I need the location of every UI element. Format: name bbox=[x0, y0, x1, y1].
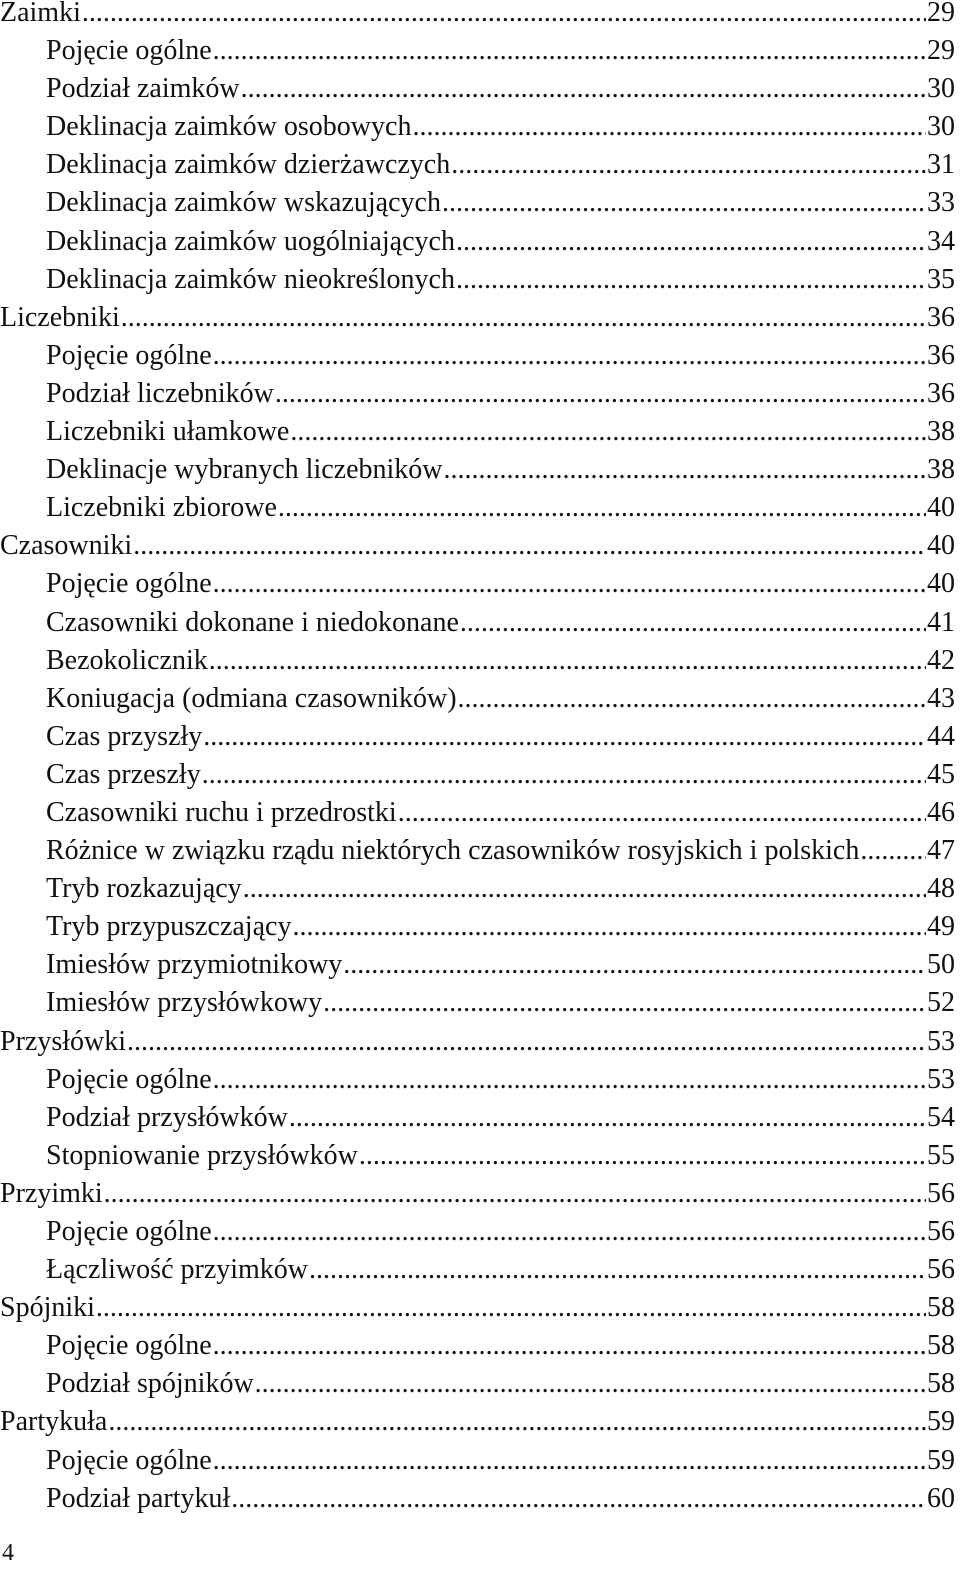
toc-entry-title: Pojęcie ogólne bbox=[46, 1330, 212, 1362]
toc-section[interactable] bbox=[0, 642, 955, 680]
toc-entry-title: Różnice w związku rządu niektórych czasowników rosyjskich i polskich bbox=[46, 835, 860, 867]
toc-entry-title: Deklinacja zaimków nieokreślonych bbox=[46, 263, 455, 295]
toc-entry-title: Partykuła bbox=[0, 1406, 108, 1438]
toc-entry-page: 44 bbox=[927, 720, 955, 752]
toc-entry-page: 30 bbox=[927, 111, 955, 143]
toc-chapter[interactable] bbox=[0, 527, 955, 565]
toc-leader-dots bbox=[108, 1403, 926, 1441]
toc-section[interactable] bbox=[0, 680, 955, 718]
toc-entry-page: 56 bbox=[927, 1254, 955, 1286]
toc-section[interactable] bbox=[0, 413, 955, 451]
toc-entry-page: 40 bbox=[927, 492, 955, 524]
toc-leader-dots bbox=[209, 642, 926, 680]
toc-entry-page: 54 bbox=[927, 1101, 955, 1133]
toc-leader-dots bbox=[289, 1099, 926, 1137]
toc-entry-title: Deklinacja zaimków dzierżawczych bbox=[46, 149, 451, 181]
toc-entry-title: Liczebniki ułamkowe bbox=[46, 416, 290, 448]
toc-entry-page: 52 bbox=[927, 987, 955, 1019]
toc-section[interactable] bbox=[0, 375, 955, 413]
toc-leader-dots bbox=[203, 718, 926, 756]
toc-section[interactable] bbox=[0, 1099, 955, 1137]
toc-entry-title: Przyimki bbox=[0, 1177, 103, 1209]
toc-entry-title: Pojęcie ogólne bbox=[46, 35, 212, 67]
toc-leader-dots bbox=[133, 527, 926, 565]
toc-section[interactable] bbox=[0, 1251, 955, 1289]
toc-leader-dots bbox=[442, 184, 926, 222]
toc-chapter[interactable] bbox=[0, 1289, 955, 1327]
toc-entry-page: 46 bbox=[927, 796, 955, 828]
toc-section[interactable] bbox=[0, 146, 955, 184]
toc-entry-page: 59 bbox=[927, 1406, 955, 1438]
toc-entry-title: Przysłówki bbox=[0, 1025, 126, 1057]
toc-section[interactable] bbox=[0, 70, 955, 108]
toc-chapter[interactable] bbox=[0, 1175, 955, 1213]
toc-entry-page: 34 bbox=[927, 225, 955, 257]
toc-entry-title: Deklinacja zaimków osobowych bbox=[46, 111, 412, 143]
toc-entry-page: 49 bbox=[927, 911, 955, 943]
toc-leader-dots bbox=[456, 261, 926, 299]
toc-entry-title: Imiesłów przysłówkowy bbox=[46, 987, 323, 1019]
toc-leader-dots bbox=[213, 1442, 926, 1480]
toc-entry-page: 43 bbox=[927, 682, 955, 714]
toc-entry-page: 55 bbox=[927, 1139, 955, 1171]
toc-leader-dots bbox=[213, 1327, 926, 1365]
toc-section[interactable] bbox=[0, 1480, 955, 1518]
toc-leader-dots bbox=[275, 375, 926, 413]
toc-leader-dots bbox=[412, 108, 926, 146]
toc-section[interactable] bbox=[0, 565, 955, 603]
toc-leader-dots bbox=[860, 832, 926, 870]
toc-leader-dots bbox=[444, 451, 926, 489]
toc-entry-title: Koniugacja (odmiana czasowników) bbox=[46, 682, 457, 714]
toc-entry-page: 45 bbox=[927, 758, 955, 790]
toc-leader-dots bbox=[451, 146, 926, 184]
toc-entry-page: 38 bbox=[927, 416, 955, 448]
toc-entry-page: 38 bbox=[927, 454, 955, 486]
toc-section[interactable] bbox=[0, 604, 955, 642]
toc-entry-title: Pojęcie ogólne bbox=[46, 568, 212, 600]
toc-entry-page: 48 bbox=[927, 873, 955, 905]
toc-entry-title: Podział liczebników bbox=[46, 377, 274, 409]
toc-leader-dots bbox=[343, 946, 926, 984]
toc-entry-page: 56 bbox=[927, 1216, 955, 1247]
toc-leader-dots bbox=[359, 1137, 926, 1175]
toc-entry-title: Podział zaimków bbox=[46, 73, 240, 105]
toc-chapter[interactable] bbox=[0, 1023, 955, 1061]
toc-leader-dots bbox=[231, 1480, 926, 1518]
toc-entry-title: Pojęcie ogólne bbox=[46, 339, 212, 371]
toc-section[interactable] bbox=[0, 108, 955, 146]
page-number: 4 bbox=[2, 1540, 14, 1566]
toc-section[interactable] bbox=[0, 870, 955, 908]
toc-leader-dots bbox=[127, 1023, 926, 1061]
toc-entry-page: 47 bbox=[927, 835, 955, 867]
toc-section[interactable] bbox=[0, 489, 955, 527]
toc-entry-title: Pojęcie ogólne bbox=[46, 1444, 212, 1476]
toc-entry-title: Liczebniki zbiorowe bbox=[46, 492, 277, 524]
toc-entry-page: 58 bbox=[927, 1330, 955, 1362]
toc-leader-dots bbox=[278, 489, 926, 527]
toc-leader-dots bbox=[243, 870, 926, 908]
toc-leader-dots bbox=[456, 223, 926, 261]
toc-chapter[interactable] bbox=[0, 1403, 955, 1441]
toc-section[interactable] bbox=[0, 1327, 955, 1365]
toc-entry-title: Podział partykuł bbox=[46, 1482, 231, 1514]
toc-section[interactable] bbox=[0, 832, 955, 870]
toc-entry-page: 60 bbox=[927, 1482, 955, 1514]
toc-entry-title: Czas przeszły bbox=[46, 758, 201, 790]
toc-leader-dots bbox=[96, 1289, 926, 1327]
toc-section[interactable] bbox=[0, 1213, 955, 1251]
toc-leader-dots bbox=[104, 1175, 926, 1213]
toc-entry-page: 59 bbox=[927, 1444, 955, 1476]
toc-entry-title: Czasowniki ruchu i przedrostki bbox=[46, 796, 397, 828]
toc-entry-page: 35 bbox=[927, 263, 955, 295]
toc-entry-page: 29 bbox=[927, 35, 955, 67]
toc-section[interactable] bbox=[0, 223, 955, 261]
toc-entry-page: 36 bbox=[927, 377, 955, 409]
toc-entry-page: 33 bbox=[927, 187, 955, 219]
toc-entry-page: 53 bbox=[927, 1063, 955, 1095]
toc-entry-title: Spójniki bbox=[0, 1292, 95, 1324]
toc-leader-dots bbox=[458, 680, 926, 718]
toc-entry-title: Liczebniki bbox=[0, 301, 120, 333]
toc-entry-page: 31 bbox=[927, 149, 955, 181]
toc-section[interactable] bbox=[0, 1365, 955, 1403]
toc-section[interactable] bbox=[0, 1061, 955, 1099]
toc-entry-title: Czas przyszły bbox=[46, 720, 203, 752]
toc-leader-dots bbox=[213, 565, 926, 603]
toc-entry-page: 53 bbox=[927, 1025, 955, 1057]
toc-leader-dots bbox=[82, 0, 926, 32]
toc-leader-dots bbox=[290, 413, 926, 451]
toc-entry-title: Stopniowanie przysłówków bbox=[46, 1139, 358, 1171]
toc-section[interactable] bbox=[0, 451, 955, 489]
toc-entry-title: Deklinacja zaimków wskazujących bbox=[46, 187, 441, 219]
toc-entry-page: 30 bbox=[927, 73, 955, 105]
toc-entry-page: 36 bbox=[927, 301, 955, 333]
toc-leader-dots bbox=[241, 70, 926, 108]
toc-section[interactable] bbox=[0, 1442, 955, 1480]
toc-entry-title: Deklinacje wybranych liczebników bbox=[46, 454, 443, 486]
toc-section[interactable] bbox=[0, 984, 955, 1022]
toc-leader-dots bbox=[323, 984, 926, 1022]
toc-entry-page: 40 bbox=[927, 568, 955, 600]
toc-entry-page: 40 bbox=[927, 530, 955, 562]
toc-leader-dots bbox=[213, 1213, 926, 1251]
toc-entry-title: Pojęcie ogólne bbox=[46, 1216, 212, 1247]
toc-leader-dots bbox=[202, 756, 926, 794]
toc-chapter[interactable] bbox=[0, 299, 955, 337]
toc-entry-page: 42 bbox=[927, 644, 955, 676]
toc-section[interactable] bbox=[0, 1137, 955, 1175]
toc-leader-dots bbox=[309, 1251, 926, 1289]
toc-section[interactable] bbox=[0, 184, 955, 222]
toc-section[interactable] bbox=[0, 718, 955, 756]
toc-entry-page: 56 bbox=[927, 1177, 955, 1209]
toc-section[interactable] bbox=[0, 261, 955, 299]
toc-entry-title: Tryb przypuszczający bbox=[46, 911, 292, 943]
toc-entry-title: Deklinacja zaimków uogólniających bbox=[46, 225, 455, 257]
toc-entry-page: 50 bbox=[927, 949, 955, 981]
toc-entry-title: Łączliwość przyimków bbox=[46, 1254, 309, 1286]
toc-entry-title: Czasowniki bbox=[0, 530, 133, 562]
toc-section[interactable] bbox=[0, 32, 955, 70]
toc-entry-title: Czasowniki dokonane i niedokonane bbox=[46, 606, 459, 638]
toc-entry-page: 36 bbox=[927, 339, 955, 371]
toc-entry-page: 58 bbox=[927, 1292, 955, 1324]
toc-entry-title: Zaimki bbox=[0, 0, 81, 28]
toc-section[interactable] bbox=[0, 794, 955, 832]
toc-entry-title: Bezokolicznik bbox=[46, 644, 208, 676]
toc-leader-dots bbox=[213, 337, 926, 375]
toc-leader-dots bbox=[121, 299, 926, 337]
toc-leader-dots bbox=[213, 32, 926, 70]
toc-entry-title: Tryb rozkazujący bbox=[46, 873, 242, 905]
toc-section[interactable] bbox=[0, 756, 955, 794]
toc-entry-page: 58 bbox=[927, 1368, 955, 1400]
toc-section[interactable] bbox=[0, 908, 955, 946]
toc-entry-title: Podział spójników bbox=[46, 1368, 254, 1400]
toc-leader-dots bbox=[213, 1061, 926, 1099]
toc-entry-page: 29 bbox=[927, 0, 955, 28]
toc-entry-page: 41 bbox=[927, 606, 955, 638]
toc-leader-dots bbox=[292, 908, 926, 946]
toc-entry-title: Podział przysłówków bbox=[46, 1101, 288, 1133]
toc-leader-dots bbox=[460, 604, 926, 642]
toc-leader-dots bbox=[255, 1365, 926, 1403]
toc-leader-dots bbox=[398, 794, 926, 832]
toc-entry-title: Pojęcie ogólne bbox=[46, 1063, 212, 1095]
toc-entry-title: Imiesłów przymiotnikowy bbox=[46, 949, 343, 981]
toc-section[interactable] bbox=[0, 946, 955, 984]
toc-section[interactable] bbox=[0, 337, 955, 375]
toc-chapter[interactable] bbox=[0, 0, 955, 32]
